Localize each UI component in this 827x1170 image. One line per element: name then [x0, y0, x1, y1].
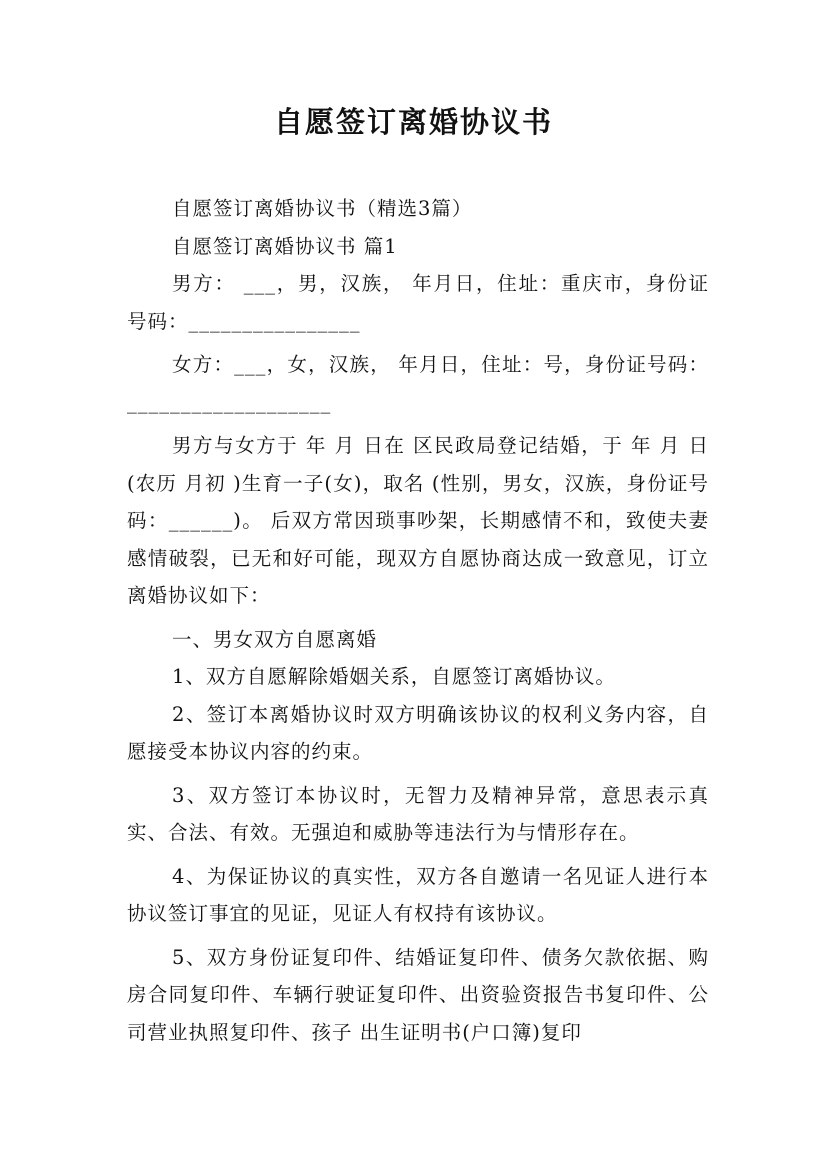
paragraph-clause-5: 5、双方身份证复印件、结婚证复印件、债务欠款依据、购房合同复印件、车辆行驶证复印件、出资验资报告书复印件、公司营业执照复印件、孩子 出生证明书(户口簿)复印: [127, 945, 709, 1044]
paragraph-marriage-background: 男方与女方于 年 月 日在 区民政局登记结婚，于 年 月 日(农历 月初 )生育一子(女)，取名 (性别，男女，汉族，身份证号码：______)。 后双方常因琐事吵架，长期感情不和，致使夫妻感情破裂，已无和好可能，现双方自愿协商达成一致意见，订立离婚协议如下：: [127, 434, 709, 607]
document-body: [127, 190, 709, 1057]
paragraph-clause-heading-1: 一、男女双方自愿离婚: [172, 627, 378, 651]
paragraph-clause-1: 1、双方自愿解除婚姻关系，自愿签订离婚协议。: [172, 665, 616, 688]
paragraph-clause-2: 2、签订本离婚协议时双方明确该协议的权利义务内容，自愿接受本协议内容的约束。: [127, 702, 709, 763]
paragraph-section-heading: 自愿签订离婚协议书 篇1: [172, 234, 398, 258]
document-title: 自愿签订离婚协议书: [273, 105, 553, 139]
paragraph-female-party: 女方：___，女，汉族， 年月日，住址：号，身份证号码：___________________: [127, 353, 709, 414]
paragraph-clause-3: 3、双方签订本协议时，无智力及精神异常，意思表示真实、合法、有效。无强迫和威胁等违法行为与情形存在。: [127, 783, 709, 844]
paragraph-clause-4: 4、为保证协议的真实性，双方各自邀请一名见证人进行本协议签订事宜的见证，见证人有权持有该协议。: [127, 864, 709, 925]
paragraph-male-party: 男方： ___，男，汉族， 年月日，住址：重庆市，身份证号码：________________: [127, 272, 709, 333]
paragraph-subtitle: 自愿签订离婚协议书（精选3篇）: [172, 197, 473, 220]
